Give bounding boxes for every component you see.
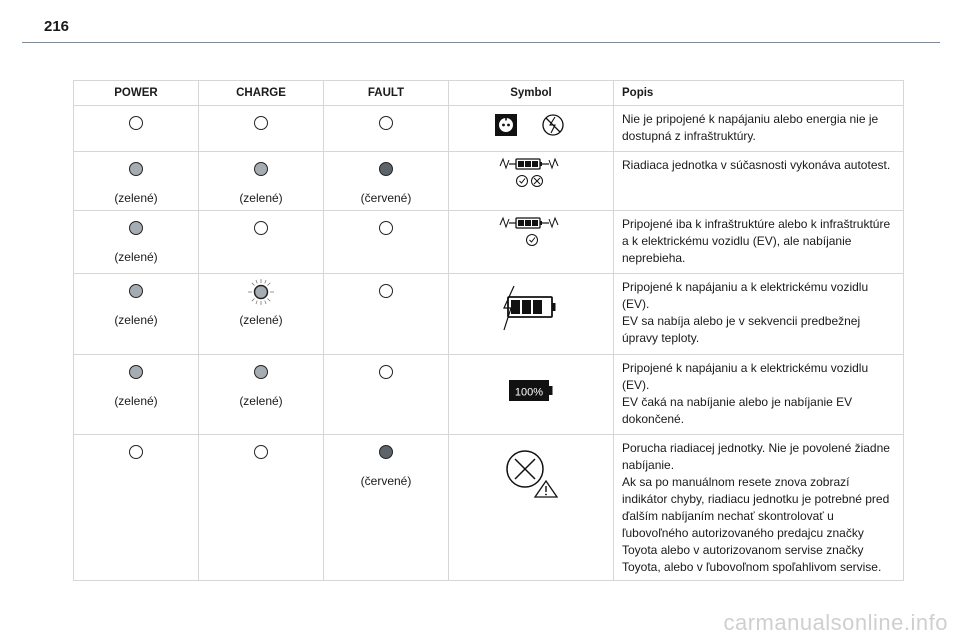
charge-cell	[199, 355, 324, 435]
power-led-label: (zelené)	[114, 313, 158, 327]
charge-cell	[199, 274, 324, 355]
fault-led-off-icon	[379, 221, 393, 235]
fault-led-off-icon	[379, 365, 393, 379]
symbol-cell	[449, 355, 614, 435]
description-cell: Riadiaca jednotka v súčasnosti vykonáva autotest.	[614, 152, 904, 211]
charge-cell	[199, 106, 324, 152]
charge-led-off-icon	[254, 116, 268, 130]
power-cell	[74, 152, 199, 211]
fault-led-red-icon	[379, 445, 393, 459]
fault-cell	[324, 106, 449, 152]
table-row	[74, 211, 904, 274]
table-row	[74, 355, 904, 435]
symbol-cell	[449, 435, 614, 581]
power-cell	[74, 435, 199, 581]
fault-led-red-icon	[379, 162, 393, 176]
battery-selftest-icon	[496, 156, 566, 190]
fault-cell	[324, 355, 449, 435]
power-led-off-icon	[129, 445, 143, 459]
charge-led-green-icon	[254, 162, 268, 176]
charge-led-label: (zelené)	[239, 313, 283, 327]
charge-led-off-icon	[254, 221, 268, 235]
power-cell	[74, 355, 199, 435]
battery-connected-icon	[496, 215, 566, 249]
fault-led-off-icon	[379, 116, 393, 130]
charge-led-label: (zelené)	[239, 191, 283, 205]
charge-led-green-icon	[254, 365, 268, 379]
table-row	[74, 106, 904, 152]
fault-led-off-icon	[379, 284, 393, 298]
power-cell	[74, 106, 199, 152]
watermark: carmanualsonline.info	[723, 610, 948, 635]
header-rule	[22, 42, 940, 43]
table-row	[74, 435, 904, 581]
table-row	[74, 152, 904, 211]
fault-led-label: (červené)	[360, 474, 412, 488]
fault-cell	[324, 152, 449, 211]
power-led-label: (zelené)	[114, 250, 158, 264]
power-led-off-icon	[129, 116, 143, 130]
charge-cell	[199, 152, 324, 211]
column-header-symbol: Symbol	[449, 81, 614, 106]
battery-percent-text: 100%	[514, 386, 544, 399]
fault-warning-icon	[501, 445, 561, 499]
table-header-row	[74, 81, 904, 106]
symbol-cell	[449, 274, 614, 355]
charge-led-label: (zelené)	[239, 394, 283, 408]
description-cell: Porucha riadiacej jednotky. Nie je povolené žiadne nabíjanie. Ak sa po manuálnom resete znova zobrazí indikátor chyby, riadiacu jednotku je potrebné pred ďalším nabíjaním nechať skontrolovať u ľubovoľného autorizovaného predajcu značky Toyota alebo v autorizovanom servise značky Toyota, alebo v ľubovoľnom spoľahlivom servise.	[614, 435, 904, 581]
description-cell: Pripojené k napájaniu a k elektrickému vozidlu (EV). EV čaká na nabíjanie alebo je nabíjanie EV dokončené.	[614, 355, 904, 435]
symbol-cell	[449, 106, 614, 152]
page-number: 216	[44, 18, 70, 35]
column-header-power: POWER	[74, 81, 199, 106]
charge-cell	[199, 211, 324, 274]
battery-charging-icon	[498, 284, 564, 332]
fault-led-label: (červené)	[360, 191, 412, 205]
description-cell: Nie je pripojené k napájaniu alebo energia nie je dostupná z infraštruktúry.	[614, 106, 904, 152]
column-header-description: Popis	[614, 81, 904, 106]
power-led-green-icon	[129, 221, 143, 235]
power-led-label: (zelené)	[114, 394, 158, 408]
fault-cell	[324, 211, 449, 274]
power-cell	[74, 274, 199, 355]
led-status-table	[73, 80, 904, 581]
charge-led-off-icon	[254, 445, 268, 459]
symbol-cell	[449, 152, 614, 211]
column-header-charge: CHARGE	[199, 81, 324, 106]
power-led-green-icon	[129, 162, 143, 176]
power-led-green-icon	[129, 365, 143, 379]
description-cell: Pripojené k napájaniu a k elektrickému vozidlu (EV). EV sa nabíja alebo je v sekvencii predbežnej úpravy teploty.	[614, 274, 904, 355]
charge-cell	[199, 435, 324, 581]
description-cell: Pripojené iba k infraštruktúre alebo k infraštruktúre a k elektrickému vozidlu (EV), ale nabíjanie neprebieha.	[614, 211, 904, 274]
symbol-cell	[449, 211, 614, 274]
charge-led-blinking-icon	[247, 278, 275, 306]
fault-cell	[324, 274, 449, 355]
power-led-label: (zelené)	[114, 191, 158, 205]
battery-full-icon	[506, 377, 556, 405]
column-header-fault: FAULT	[324, 81, 449, 106]
power-led-green-icon	[129, 284, 143, 298]
fault-cell	[324, 435, 449, 581]
table-row	[74, 274, 904, 355]
power-cell	[74, 211, 199, 274]
socket-and-no-power-icon	[491, 110, 571, 140]
